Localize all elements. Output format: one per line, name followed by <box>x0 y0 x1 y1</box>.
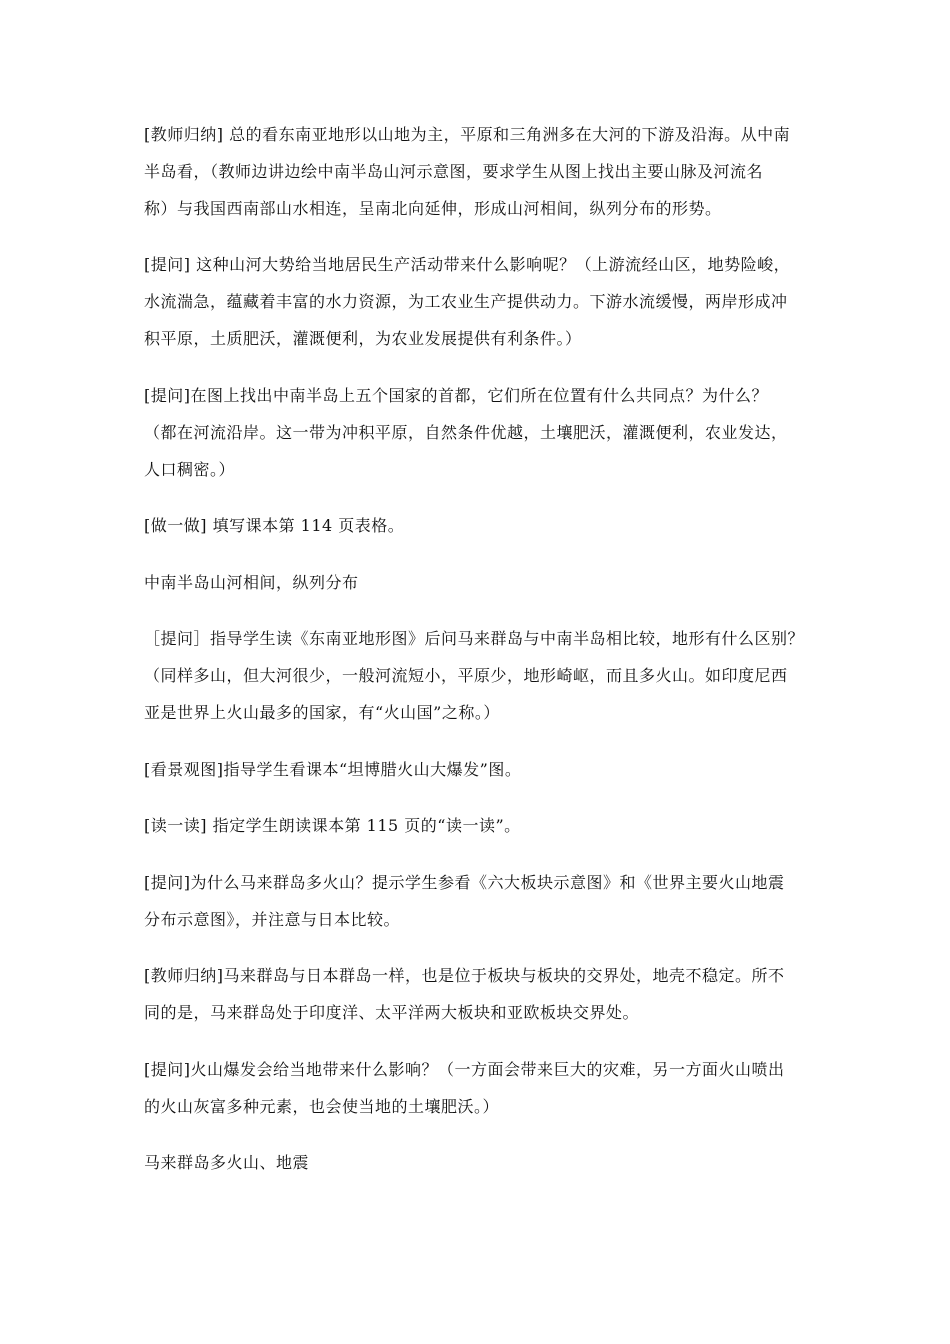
text-line: 半岛看，（教师边讲边绘中南半岛山河示意图，要求学生从图上找出主要山脉及河流名 <box>144 162 764 181</box>
text-line: [读一读] 指定学生朗读课本第 115 页的“读一读”。 <box>144 816 521 835</box>
text-line: 的火山灰富多种元素，也会使当地的土壤肥沃。） <box>144 1097 500 1116</box>
text-line: 马来群岛多火山、地震 <box>144 1153 310 1172</box>
text-line: 分布示意图》，并注意与日本比较。 <box>144 910 401 929</box>
text-line: [教师归纳]马来群岛与日本群岛一样，也是位于板块与板块的交界处，地壳不稳定。所不 <box>144 966 785 985</box>
text-line: 人口稠密。） <box>144 460 236 479</box>
text-line: [提问] 这种山河大势给当地居民生产活动带来什么影响呢？（上游流经山区，地势险峻， <box>144 255 791 274</box>
text-line: （同样多山，但大河很少，一般河流短小，平原少，地形崎岖，而且多火山。如印度尼西 <box>144 666 788 685</box>
text-line: [提问]在图上找出中南半岛上五个国家的首都，它们所在位置有什么共同点？为什么？ <box>144 386 768 405</box>
text-line: [提问]火山爆发会给当地带来什么影响？（一方面会带来巨大的灾难，另一方面火山喷出 <box>144 1060 785 1079</box>
text-line: [提问]为什么马来群岛多火山？提示学生参看《六大板块示意图》和《世界主要火山地震 <box>144 873 785 892</box>
text-line: （都在河流沿岸。这一带为冲积平原，自然条件优越，土壤肥沃，灌溉便利，农业发达， <box>144 423 788 442</box>
text-line: 亚是世界上火山最多的国家，有“火山国”之称。） <box>144 703 500 722</box>
text-line: [做一做] 填写课本第 114 页表格。 <box>144 516 405 535</box>
text-line: 中南半岛山河相间，纵列分布 <box>144 573 359 592</box>
text-line: 水流湍急，蕴藏着丰富的水力资源，为工农业生产提供动力。下游水流缓慢，两岸形成冲 <box>144 292 788 311</box>
text-line: ［提问］指导学生读《东南亚地形图》后问马来群岛与中南半岛相比较，地形有什么区别？ <box>144 629 805 648</box>
text-line: 同的是，马来群岛处于印度洋、太平洋两大板块和亚欧板块交界处。 <box>144 1003 640 1022</box>
text-line: 积平原，土质肥沃，灌溉便利，为农业发展提供有利条件。） <box>144 329 582 348</box>
text-line: [教师归纳] 总的看东南亚地形以山地为主，平原和三角洲多在大河的下游及沿海。从中南 <box>144 125 791 144</box>
text-line: 称）与我国西南部山水相连，呈南北向延伸，形成山河相间，纵列分布的形势。 <box>144 199 722 218</box>
text-line: [看景观图]指导学生看课本“坦博腊火山大爆发”图。 <box>144 760 522 779</box>
